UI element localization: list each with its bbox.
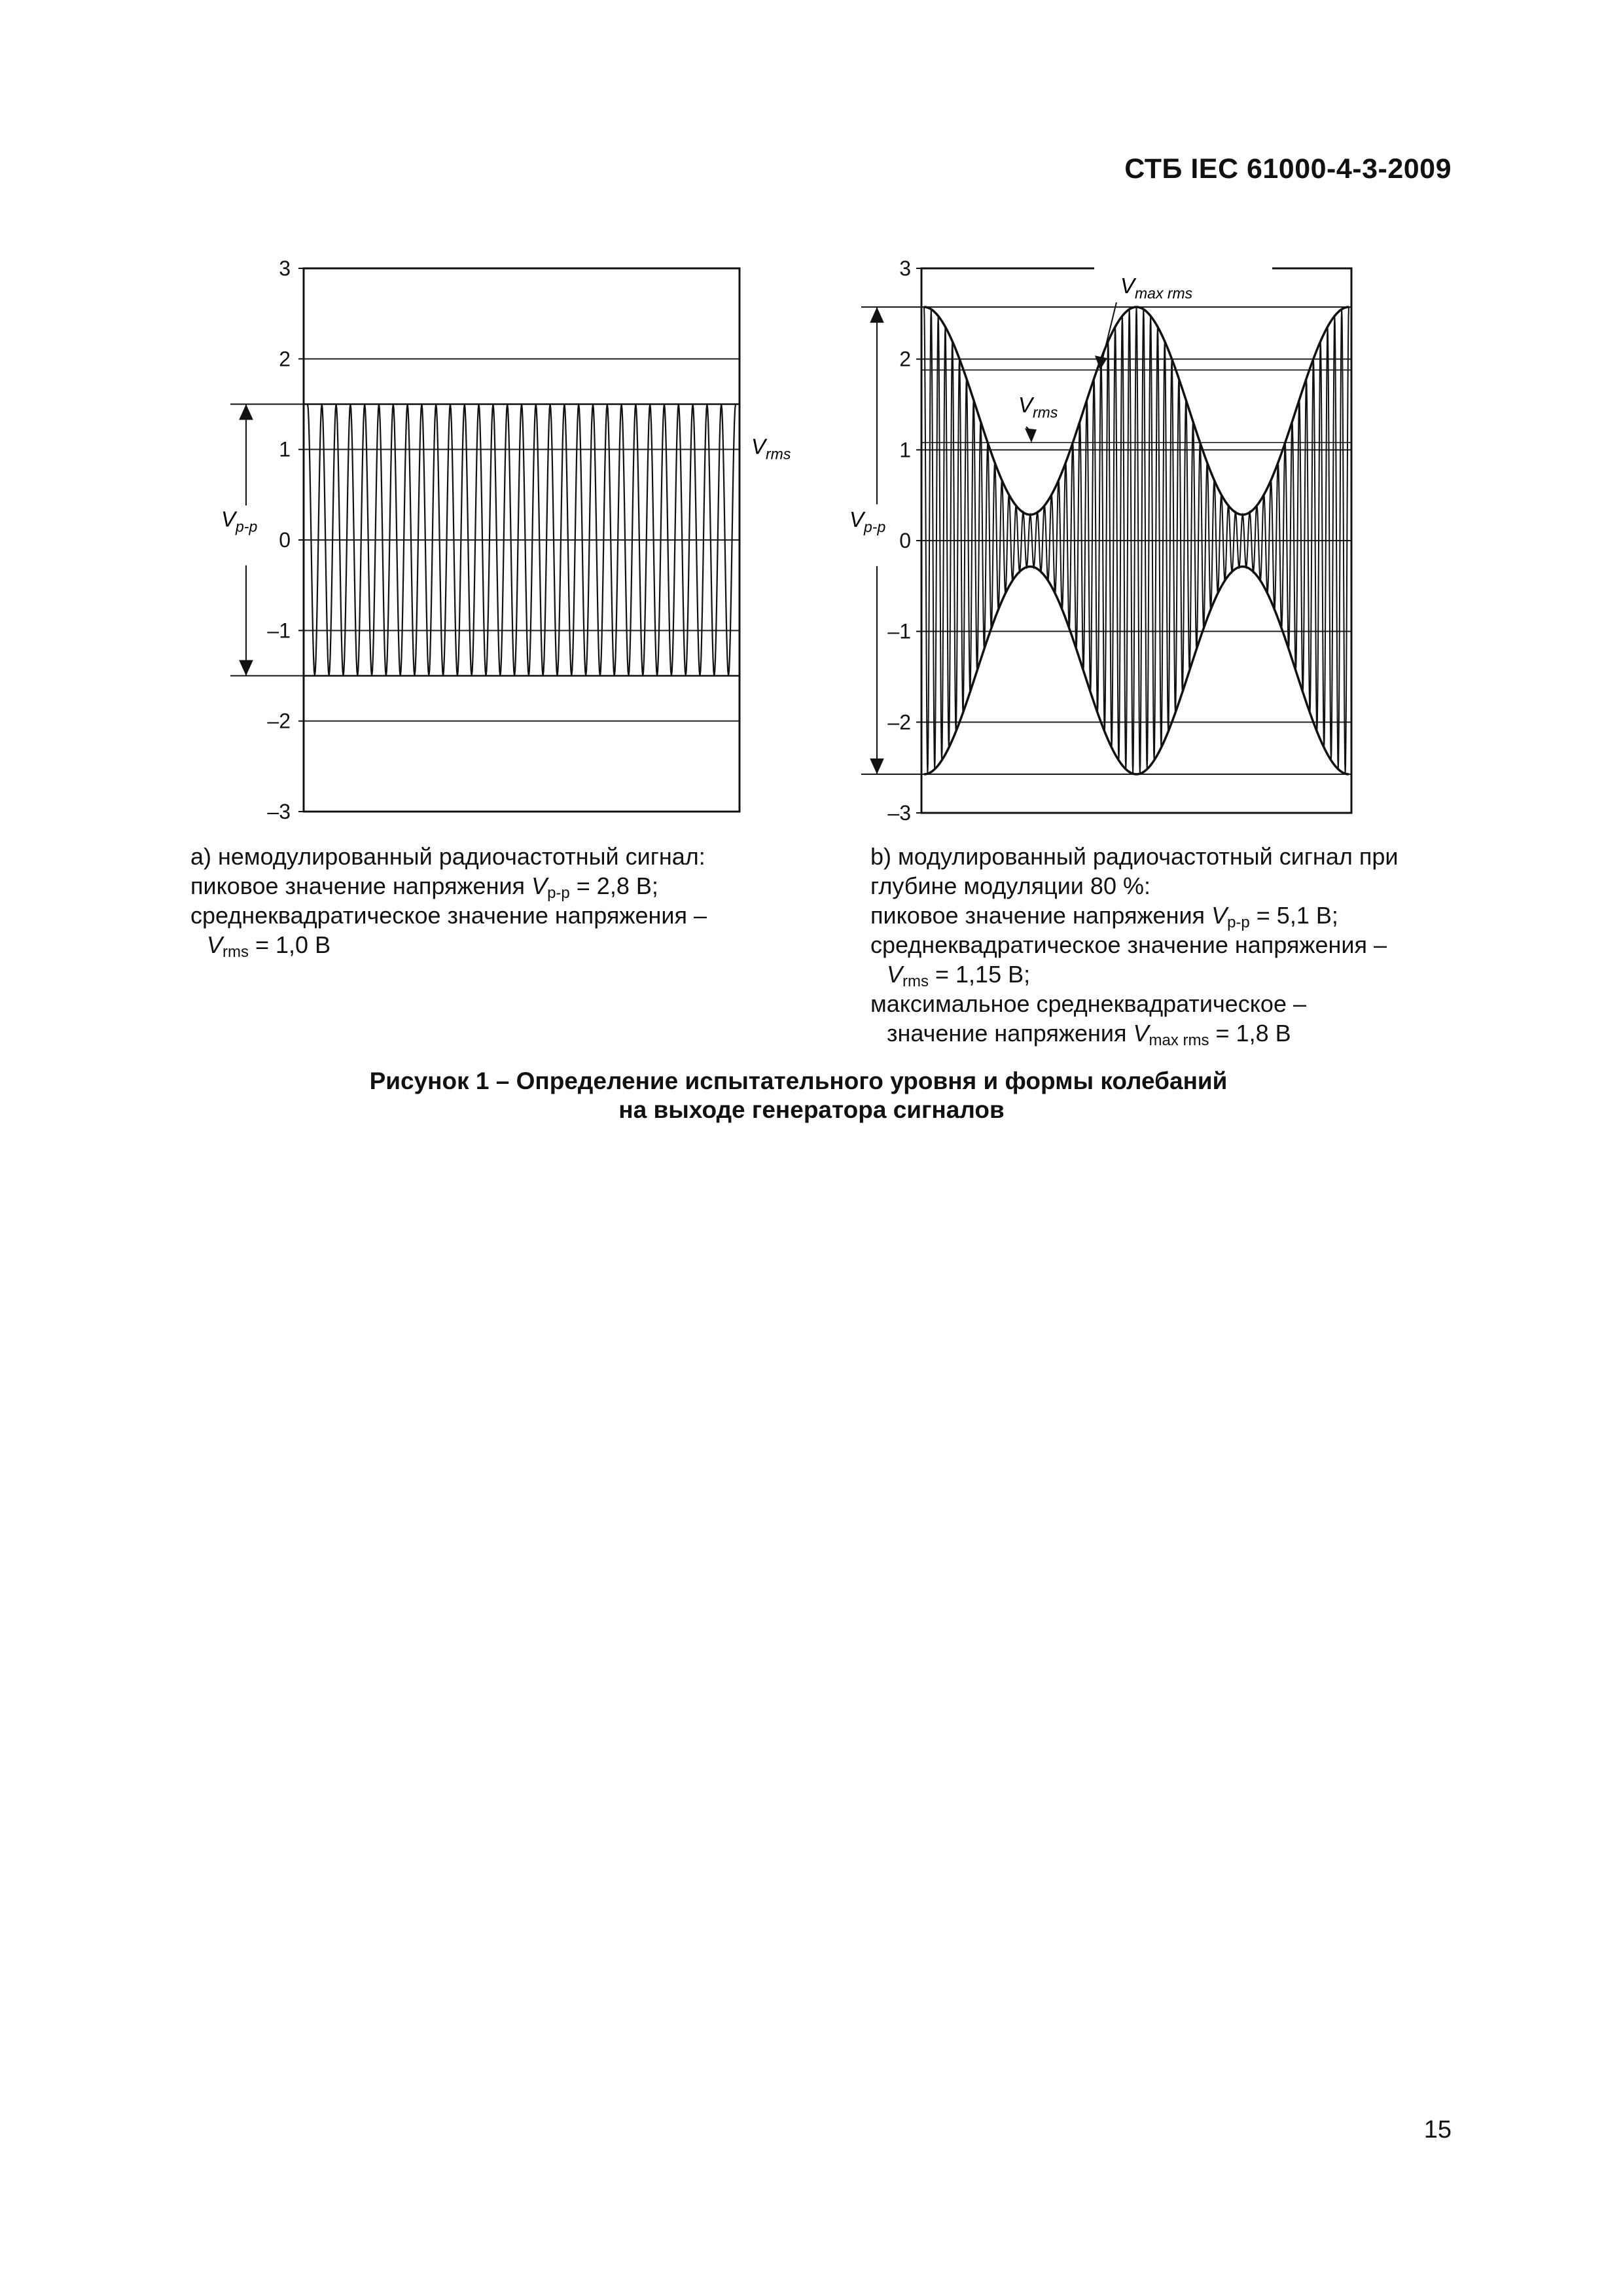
y-tick-label: 1 [279,437,291,461]
chart-a-vpp-label: $V_{p-p}$ [221,507,258,535]
y-tick-label: 3 [279,257,291,280]
caption-a-line1: a) немодулированный радиочастотный сигнал: [190,843,705,870]
chart-b-vpp-label: $V_{p-p}$ [849,507,886,536]
y-tick-label: –2 [887,710,911,734]
page-number: 15 [1423,2116,1452,2144]
chart-b-label-background [1094,264,1272,272]
caption-a-line3: среднеквадратическое значение напряжения – [190,902,707,929]
caption-b-line5: $V_{rms} = 1,15$ В; [887,961,1031,990]
caption-b-line3: пиковое значение напряжения $V_{p-p} = 5,1$ В; [870,902,1338,931]
y-tick-label: –1 [267,619,291,643]
caption-a-line4: $V_{rms} = 1,0$ В [207,931,331,961]
vrms-arrow-head [1025,428,1037,442]
chart-a-gridlines [304,359,740,721]
caption-panel-a [190,842,766,960]
y-tick-label: 2 [279,347,291,371]
y-tick-label: 3 [899,257,911,280]
caption-b-line6: максимальное среднеквадратическое – [870,990,1306,1017]
caption-b-line4: среднеквадратическое значение напряжения – [870,931,1387,958]
arrow-up [870,307,884,323]
y-tick-label: –3 [267,800,291,823]
chart-b-vmaxrms-label: $V_{max rms}$ [1120,274,1193,302]
chart-b-vpp-dimension [861,307,921,774]
chart-b-annotation-arrows [1025,302,1116,442]
arrow-down [870,759,884,774]
y-tick-label: –2 [267,709,291,733]
envelope-lower [924,567,1349,774]
caption-panel-b [870,842,1479,1048]
y-tick-label: 0 [279,528,291,552]
y-tick-label: –1 [887,619,911,643]
arrow-down [239,660,253,676]
y-tick-label: 1 [899,438,911,462]
chart-unmodulated [196,249,838,851]
caption-a-line2: пиковое значение напряжения $V_{p-p} = 2,8$ В; [190,872,658,902]
chart-b-vrms-label: $V_{rms}$ [1018,393,1058,421]
figure-title [196,1067,1400,1124]
document-code: СТБ IEC 61000-4-3-2009 [1124,153,1452,185]
chart-b-y-ticks [887,257,921,825]
figure-title-line1: Рисунок 1 – Определение испытательного уровня и формы колебаний [369,1067,1228,1094]
caption-b-line2: глубине модуляции 80 %: [870,872,1150,899]
figure-title-line2: на выходе генератора сигналов [618,1096,1005,1123]
chart-a-vrms-label: $V_{rms}$ [751,434,791,463]
arrow-up [239,404,253,420]
chart-modulated [818,249,1420,851]
y-tick-label: 0 [899,529,911,552]
chart-a-y-ticks [267,257,304,823]
caption-b-line1: b) модулированный радиочастотный сигнал при [870,843,1399,870]
caption-b-line7: значение напряжения $V_{max rms} = 1,8$ В [887,1020,1291,1049]
y-tick-label: 2 [899,347,911,371]
y-tick-label: –3 [887,801,911,825]
